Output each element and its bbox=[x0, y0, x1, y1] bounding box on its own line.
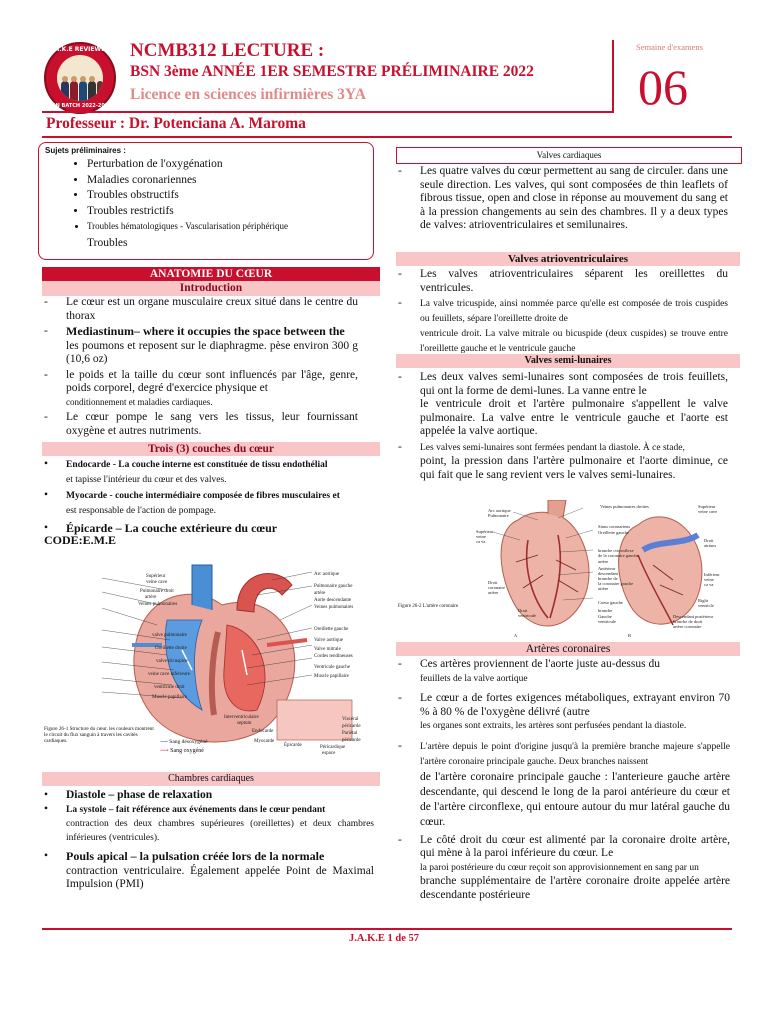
av-valves-section-header: Valves atrioventriculaires bbox=[396, 252, 740, 266]
svg-text:Veines pulmonaires: Veines pulmonaires bbox=[138, 602, 178, 607]
logo-group-photo bbox=[57, 55, 103, 101]
svg-text:Valve mitrale: Valve mitrale bbox=[314, 647, 341, 652]
chambers-section-header: Chambres cardiaques bbox=[42, 772, 380, 786]
svg-text:branche circonflexe: branche circonflexe bbox=[598, 548, 634, 553]
heart-figure-caption: Figure 26-1 Structure du cœur. les couleurs montrent le circuit du flux sanguin à travers les cavités cardiaques. bbox=[44, 726, 154, 744]
svg-text:artère: artère bbox=[488, 590, 499, 595]
legend-oxygenated: ⟶ Sang oxygéné bbox=[160, 748, 204, 754]
coronary-section-header: Artères coronaires bbox=[396, 642, 740, 656]
svg-text:Arc aortique: Arc aortique bbox=[488, 508, 511, 513]
svg-text:Viscéral: Viscéral bbox=[342, 717, 359, 722]
subject-item: • Perturbation de l'oxygénation bbox=[87, 157, 288, 173]
svg-text:ventricle: ventricle bbox=[698, 603, 714, 608]
svg-text:artère: artère bbox=[145, 595, 157, 600]
subjects-box bbox=[38, 142, 374, 260]
svg-text:Supérieur: Supérieur bbox=[146, 574, 166, 579]
svg-text:de la coronaire gauche: de la coronaire gauche bbox=[598, 553, 639, 558]
svg-text:Myocarde: Myocarde bbox=[254, 739, 275, 744]
svg-text:Ventricule gauche: Ventricule gauche bbox=[314, 665, 350, 670]
svg-text:Muscle papillaire: Muscle papillaire bbox=[314, 674, 349, 679]
svg-text:branche de: branche de bbox=[598, 576, 618, 581]
svg-text:Arc aortique: Arc aortique bbox=[314, 572, 340, 577]
valves-intro-item: - Les quatre valves du cœur permettent au sang de circuler. dans une seule direction. Les valves, qui sont composées de thin leaflets of fibrous tissue, open and close in réponse au mouvement du sang et à la pression changements au sein des chambres. Il y a deux types de valves: atrioventriculaires et semilunaires. bbox=[398, 165, 728, 231]
subjects-title: Sujets préliminaires : bbox=[45, 146, 126, 155]
chamber-item: • Diastole – phase de relaxation bbox=[44, 789, 213, 801]
svg-text:veine: veine bbox=[704, 577, 714, 582]
valves-section-header: Valves cardiaques bbox=[396, 147, 742, 164]
program-name: Licence en sciences infirmières 3YA bbox=[130, 86, 366, 103]
svg-text:Veines pulmonaires: Veines pulmonaires bbox=[314, 605, 354, 610]
coronary-artery-figure bbox=[398, 500, 730, 642]
coronary-item: - Ces artères proviennent de l'aorte juste au-dessus du feuillets de la valve aortique bbox=[398, 658, 660, 684]
svg-text:veine cave inférieure: veine cave inférieure bbox=[148, 672, 190, 677]
svg-text:ventricule: ventricule bbox=[518, 613, 536, 618]
svg-text:atrium: atrium bbox=[704, 543, 716, 548]
svg-text:Muscle papillaire: Muscle papillaire bbox=[152, 695, 187, 700]
chamber-item: • La systole – fait référence aux événements dans le cœur pendant contraction des deux chambres supérieures (oreillettes) et deux chambres inférieures (ventricules). bbox=[44, 802, 374, 843]
heart-structure-figure bbox=[42, 550, 382, 760]
svg-text:espace: espace bbox=[322, 751, 336, 756]
document-title: NCMB312 LECTURE : bbox=[130, 40, 325, 61]
svg-text:péricarde: péricarde bbox=[342, 724, 361, 729]
svg-text:Descendant postérieur: Descendant postérieur bbox=[673, 614, 714, 619]
svg-text:ca va: ca va bbox=[704, 582, 714, 587]
semilunar-text bbox=[396, 371, 728, 484]
svg-text:veine cave: veine cave bbox=[146, 580, 168, 585]
svg-text:artère coronaire: artère coronaire bbox=[673, 624, 702, 629]
legend-deoxygenated: ⟶ Sang désoxygéné bbox=[160, 739, 208, 745]
layers-mnemonic: CODE:E.M.E bbox=[44, 533, 116, 547]
subject-item: • Maladies coronariennes bbox=[87, 173, 288, 189]
chamber-item: • Pouls apical – la pulsation créée lors de la normale contraction ventriculaire. Également appelée Point de Maximal Impulsion (PMI) bbox=[44, 849, 374, 890]
chambers-text bbox=[42, 789, 374, 892]
av-item: - Les valves atrioventriculaires séparent les oreillettes du ventricules. bbox=[398, 268, 728, 294]
professor-divider bbox=[42, 136, 732, 138]
svg-text:ventricule droit: ventricule droit bbox=[154, 685, 185, 690]
week-label: Semaine d'examens bbox=[636, 42, 703, 52]
svg-text:veine: veine bbox=[476, 534, 486, 539]
arrow-right-icon: ⟶ bbox=[160, 739, 168, 745]
svg-text:branche: branche bbox=[598, 608, 613, 613]
svg-text:Supérieur: Supérieur bbox=[698, 504, 716, 509]
svg-text:Sinus coronariens: Sinus coronariens bbox=[598, 524, 631, 529]
svg-text:Inférieur: Inférieur bbox=[704, 572, 720, 577]
svg-text:Péricardique: Péricardique bbox=[320, 745, 346, 750]
coronary-item: - L'artère depuis le point d'origine jusqu'à la première branche majeure s'appelle l'artère coronaire principale gauche. Deux branches naissent de l'artère coronaire principale gauche : l'anterieure gauche artère descendante, qui descend le long de la paroi antérieure du cœur et de l'artère circonflexe, qui entoure autour du mur latéral gauche du cœur. bbox=[398, 739, 730, 828]
subject-item: • Troubles hématologiques - Vascularisation périphérique bbox=[87, 219, 288, 235]
svg-text:Veines pulmonaires droites: Veines pulmonaires droites bbox=[600, 504, 649, 509]
svg-text:valve tricuspide: valve tricuspide bbox=[156, 659, 188, 664]
subject-continuation: Troubles bbox=[87, 237, 128, 249]
week-number: 06 bbox=[638, 59, 688, 115]
svg-text:coronaire: coronaire bbox=[488, 585, 505, 590]
av-item: - La valve tricuspide, ainsi nommée parce qu'elle est composée de trois cuspides ou feuillets, sépare l'oreillette droite de ventricule droit. La valve mitrale ou bicuspide (deux cuspides) se trouve entre l'oreillette gauche et le ventricule gauche bbox=[398, 297, 728, 354]
svg-text:Droit: Droit bbox=[488, 580, 498, 585]
layer-item: • Myocarde - couche intermédiaire composée de fibres musculaires et est responsable de l'action de pompage. bbox=[44, 489, 340, 516]
arrow-right-icon: ⟶ bbox=[160, 748, 169, 754]
valves-intro bbox=[396, 165, 728, 235]
header-vertical-divider bbox=[612, 40, 614, 113]
svg-text:Droit: Droit bbox=[704, 538, 714, 543]
svg-text:Oreillette droite: Oreillette droite bbox=[155, 646, 187, 651]
coronary-figure-caption: Figure 26-2 L'artère coronaire bbox=[398, 604, 459, 609]
svg-text:Pulmonaire: Pulmonaire bbox=[488, 513, 509, 518]
professor-name: Professeur : Dr. Potenciana A. Maroma bbox=[46, 115, 306, 132]
coronary-item: - Le côté droit du cœur est alimenté par la coronaire droite artère, qui mène à la paroi inférieure du cœur. Le la paroi postérieure du cœur reçoit son approvisionnement en sang par un branche supplémentaire de l'artère coronaire droite appelée artère descendante postérieure bbox=[398, 833, 730, 901]
layers-text bbox=[42, 458, 372, 537]
layer-item: • Endocarde - La couche interne est constituée de tissu endothélial et tapisse l'intérieur du cœur et des valves. bbox=[44, 458, 328, 485]
svg-text:Antérieur: Antérieur bbox=[598, 566, 616, 571]
svg-text:veine cave: veine cave bbox=[698, 509, 718, 514]
svg-text:Valve aortique: Valve aortique bbox=[314, 638, 344, 643]
logo-top-text: J.A.K.E REVIEWER bbox=[50, 46, 110, 53]
svg-text:Coeur gauche: Coeur gauche bbox=[598, 600, 623, 605]
svg-text:Épicarde: Épicarde bbox=[284, 743, 302, 748]
layers-section-header: Trois (3) couches du cœur bbox=[42, 442, 380, 456]
svg-text:Right: Right bbox=[698, 598, 709, 603]
svg-text:Pariétal: Pariétal bbox=[342, 731, 358, 736]
svg-text:branche de droit: branche de droit bbox=[673, 619, 703, 624]
document-subtitle: BSN 3ème ANNÉE 1ER SEMESTRE PRÉLIMINAIRE 2022 bbox=[130, 63, 534, 80]
jake-reviewer-logo bbox=[44, 42, 116, 114]
svg-text:péricarde: péricarde bbox=[342, 738, 361, 743]
svg-text:Oreillette gauche: Oreillette gauche bbox=[314, 627, 349, 632]
subject-item: • Troubles restrictifs bbox=[87, 204, 288, 220]
page-footer: J.A.K.E 1 de 57 bbox=[348, 933, 419, 944]
intro-item: - le poids et la taille du cœur sont influencés par l'âge, genre, poids corporel, degré d'exercice physique et conditionnement et maladies cardiaques. bbox=[44, 368, 358, 407]
svg-text:valve pulmonaire: valve pulmonaire bbox=[152, 633, 187, 638]
svg-text:Oreillette gauche: Oreillette gauche bbox=[598, 530, 629, 535]
svg-text:A: A bbox=[514, 633, 518, 638]
anatomy-section-header: ANATOMIE DU CŒUR bbox=[42, 267, 380, 281]
semilunar-item: - Les deux valves semi-lunaires sont composées de trois feuillets, qui ont la forme de demi-lunes. La vanne entre le le ventricule droit et l'artère pulmonaire s'appellent le valve pulmonaire. La valve entre le ventricule gauche et l'aorte est appelée la valve aortique. bbox=[398, 371, 728, 437]
svg-text:Supérieur: Supérieur bbox=[476, 529, 494, 534]
intro-section-header: Introduction bbox=[42, 281, 380, 296]
svg-text:septum: septum bbox=[237, 721, 252, 726]
subjects-list bbox=[61, 157, 288, 235]
svg-text:ca va: ca va bbox=[476, 539, 486, 544]
svg-text:ventricule: ventricule bbox=[598, 619, 616, 624]
svg-text:Gauche: Gauche bbox=[598, 614, 612, 619]
svg-text:artère: artère bbox=[598, 586, 609, 591]
svg-text:Aorte descendante: Aorte descendante bbox=[314, 598, 352, 603]
coronary-text bbox=[396, 658, 730, 904]
svg-text:artère: artère bbox=[598, 559, 609, 564]
svg-text:Pulmonaire droit: Pulmonaire droit bbox=[140, 589, 174, 594]
svg-text:Endocarde: Endocarde bbox=[252, 729, 274, 734]
footer-divider bbox=[42, 928, 732, 930]
layer-item: • Épicarde – La couche extérieure du cœur bbox=[44, 521, 278, 535]
svg-text:artère: artère bbox=[314, 591, 326, 596]
semilunar-section-header: Valves semi-lunaires bbox=[396, 354, 740, 368]
svg-text:Droit: Droit bbox=[518, 608, 528, 613]
svg-text:la coronaire gauche: la coronaire gauche bbox=[598, 581, 634, 586]
svg-text:Cordes tendineuses: Cordes tendineuses bbox=[314, 654, 353, 659]
header-divider bbox=[42, 111, 612, 113]
svg-text:descendant: descendant bbox=[598, 571, 618, 576]
intro-item: - Mediastinum– where it occupies the space between the les poumons et reposent sur le diaphragme. pèse environ 300 g (10,6 oz) bbox=[44, 324, 358, 365]
coronary-artery-illustration bbox=[398, 500, 730, 642]
intro-item: - Le cœur est un organe musculaire creux situé dans le centre du thorax bbox=[44, 296, 358, 322]
svg-text:Pulmonaire gauche: Pulmonaire gauche bbox=[314, 584, 353, 589]
coronary-item: - Le cœur a de fortes exigences métaboliques, extrayant environ 70 % à 80 % de l'oxygène délivré (autre les organes sont extraits, les artères sont perfusées pendant la diastole. bbox=[398, 692, 730, 731]
svg-text:B: B bbox=[628, 633, 632, 638]
svg-text:Interventriculaire: Interventriculaire bbox=[224, 715, 259, 720]
subject-item: • Troubles obstructifs bbox=[87, 188, 288, 204]
intro-item: - Le cœur pompe le sang vers les tissus, leur fournissant oxygène et autres nutriments. bbox=[44, 411, 358, 437]
logo-bottom-text: BSN BATCH 2022-2023 bbox=[48, 103, 112, 109]
semilunar-item: - Les valves semi-lunaires sont fermées pendant la diastole. À ce stade, point, la pression dans l'artère pulmonaire et l'aorte diminue, ce qui fait que le sang revient vers le valves semi-lunaires. bbox=[398, 440, 728, 481]
intro-text bbox=[42, 296, 358, 440]
av-valves-text bbox=[396, 268, 728, 359]
